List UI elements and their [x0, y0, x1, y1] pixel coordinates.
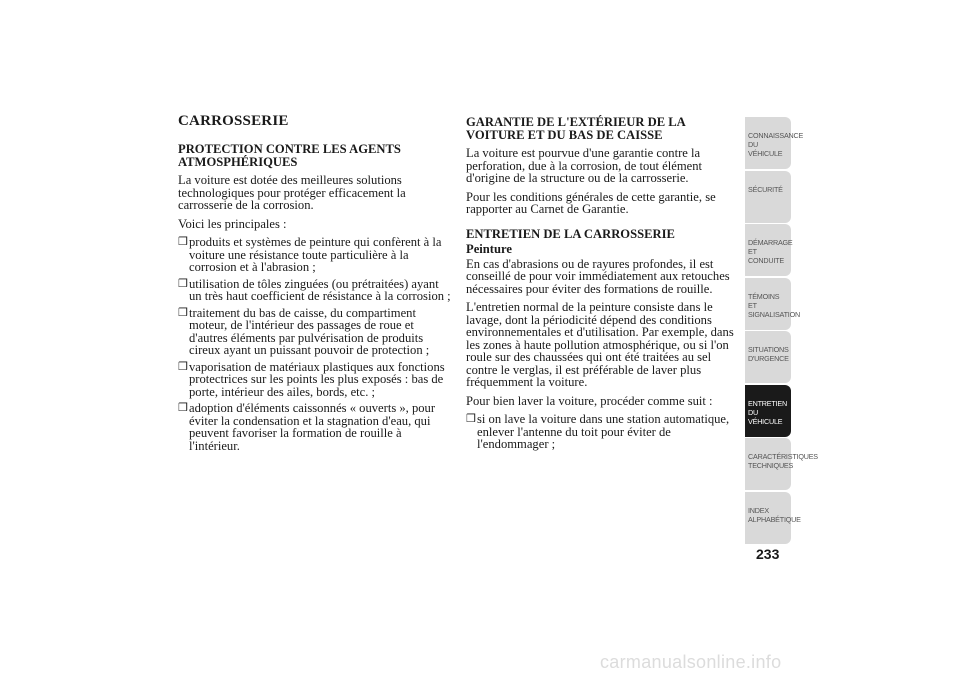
checkbox-bullet-icon: ❒ — [466, 413, 476, 425]
tab-temoins-et-signalisation[interactable]: TÉMOINS ET SIGNALISATION — [745, 278, 791, 330]
protection-list — [178, 236, 453, 452]
right-column — [466, 116, 741, 455]
tab-connaissance-du-vehicule[interactable]: CONNAISSANCE DU VÉHICULE — [745, 117, 791, 169]
watermark: carmanualsonline.info — [600, 652, 782, 672]
maintenance-heading: ENTRETIEN DE LA CARROSSERIE — [466, 226, 675, 241]
checkbox-bullet-icon: ❒ — [178, 236, 188, 248]
warranty-heading: GARANTIE DE L'EXTÉRIEUR DE LA VOITURE ET DU BAS DE CAISSE — [466, 115, 686, 142]
tab-index-alphabetique[interactable]: INDEX ALPHABÉTIQUE — [745, 492, 791, 544]
paint-paragraph: En cas d'abrasions ou de rayures profondes, il est conseillé de pour voir immédiatement aux retouches nécessaires pour éviter des formations de rouille. — [466, 256, 730, 296]
intro-paragraph: La voiture est dotée des meilleures solutions technologiques pour protéger efficacement la carrosserie de la corrosion. — [178, 173, 406, 212]
list-item: ❒ si on lave la voiture dans une station automatique, enlever l'antenne du toit pour éviter de l'endommager ; — [466, 412, 730, 451]
section-title: CARROSSERIE — [178, 113, 289, 129]
subsection-title: PROTECTION CONTRE LES AGENTS ATMOSPHÉRIQUES — [178, 142, 401, 169]
checkbox-bullet-icon: ❒ — [178, 402, 188, 414]
warranty-conditions-paragraph: Pour les conditions générales de cette garantie, se rapporter au Carnet de Garantie. — [466, 189, 716, 216]
tab-securite[interactable]: SÉCURITÉ — [745, 171, 791, 223]
chapter-tabs — [745, 117, 818, 545]
list-item: ❒ adoption d'éléments caissonnés « ouverts », pour éviter la condensation et la stagnation d'eau, qui peuvent favoriser la formation de rouille à l'intérieur. — [178, 401, 436, 453]
tab-entretien-du-vehicule[interactable]: ENTRETIEN DU VÉHICULE — [745, 385, 791, 437]
list-item: ❒ vaporisation de matériaux plastiques aux fonctions protectrices sur les points les plus exposés : bas de porte, intérieur des ailes, bords, etc. ; — [178, 359, 445, 399]
paint-heading: Peinture — [466, 242, 512, 256]
tab-situations-d-urgence[interactable]: SITUATIONS D'URGENCE — [745, 331, 791, 383]
checkbox-bullet-icon: ❒ — [178, 306, 188, 319]
left-column — [178, 113, 453, 456]
checkbox-bullet-icon: ❒ — [178, 360, 188, 373]
washing-steps-lead: Pour bien laver la voiture, procéder comme suit : — [466, 393, 713, 408]
tab-caracteristiques-techniques[interactable]: CARACTÉRISTIQUES TECHNIQUES — [745, 438, 791, 490]
washing-paragraph: L'entretien normal de la peinture consiste dans le lavage, dont la périodicité dépend des conditions environnementales et d'utilisation. Par exemple, dans les zones à haute pollution atmosphérique, ou si l'on roule sur des chaussées qui ont été traitées au sel contre le verglas, il est préférable de laver plus fréquemment la voiture. — [466, 300, 734, 389]
list-item: ❒ produits et systèmes de peinture qui confèrent à la voiture une résistance toute particulière à la corrosion et à l'abrasion ; — [178, 235, 442, 274]
tab-demarrage-et-conduite[interactable]: DÉMARRAGE ET CONDUITE — [745, 224, 791, 276]
list-item: ❒ utilisation de tôles zinguées (ou prétraitées) ayant un très haut coefficient de résistance à la corrosion ; — [178, 276, 451, 303]
list-item: ❒ traitement du bas de caisse, du compartiment moteur, de l'intérieur des passages de roue et d'autres éléments par pulvérisation de produits cireux ayant un puissant pouvoir de protection ; — [178, 305, 430, 357]
page-number: 233 — [756, 546, 780, 562]
warranty-paragraph: La voiture est pourvue d'une garantie contre la perforation, due à la corrosion, de tout élément d'origine de la structure ou de la carrosserie. — [466, 146, 703, 185]
checkbox-bullet-icon: ❒ — [178, 277, 188, 290]
lead-paragraph: Voici les principales : — [178, 216, 287, 231]
